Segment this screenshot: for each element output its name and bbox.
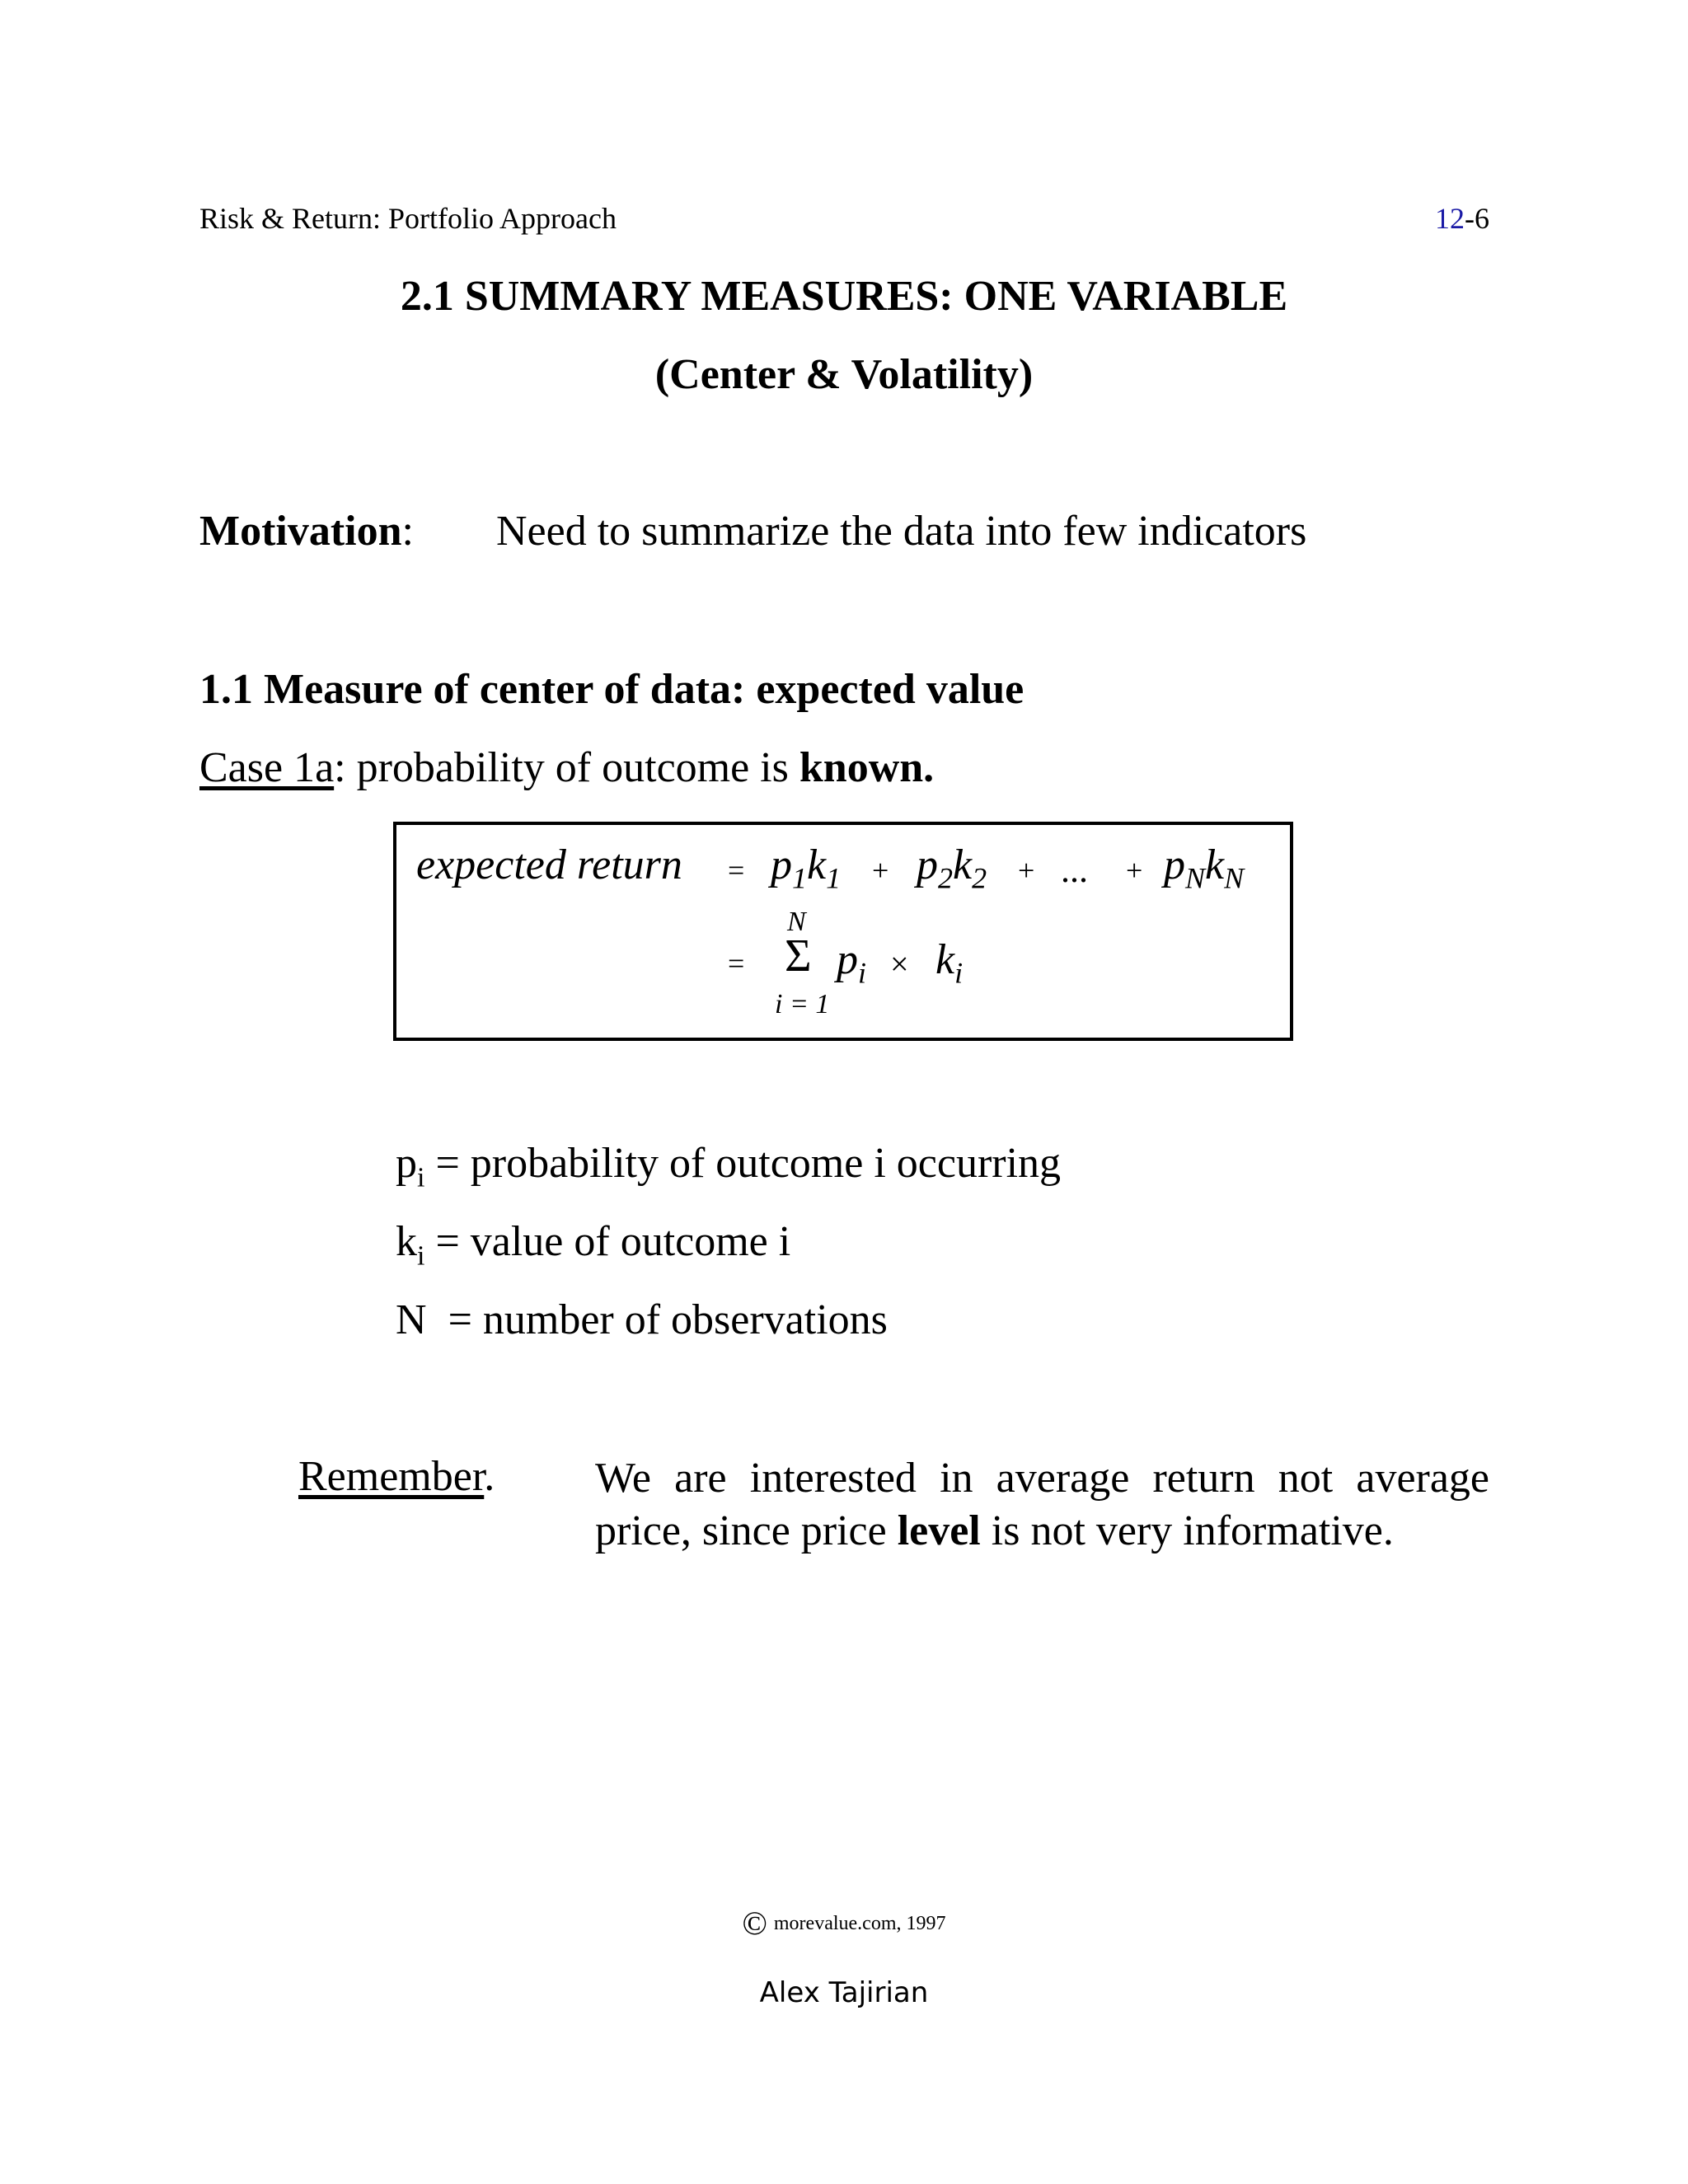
formula-k: k [1205, 841, 1225, 888]
formula-k: k [807, 841, 827, 888]
times-symbol: × [890, 945, 909, 982]
page-number [1435, 201, 1489, 236]
case-line [199, 743, 934, 792]
copyright [0, 1904, 1688, 1943]
definition-symbol: k [396, 1218, 417, 1265]
case-bold: known. [799, 744, 935, 791]
formula-equals: = [728, 854, 745, 887]
remember-bold: level [897, 1507, 981, 1554]
formula-term-1 [771, 841, 841, 895]
formula-plus: + [1126, 854, 1143, 887]
formula-p: p [917, 841, 938, 888]
definition-subscript: i [417, 1240, 425, 1272]
case-text: : probability of outcome is [334, 744, 799, 791]
definition-subscript: i [417, 1162, 425, 1193]
formula-sub: i [954, 956, 964, 990]
formula-sub: 1 [792, 861, 807, 895]
remember-text-end: is not very informative. [980, 1507, 1394, 1554]
sum-upper-limit: N [787, 907, 806, 937]
formula-sub: 1 [826, 861, 842, 895]
page-subtitle: (Center & Volatility) [654, 351, 1034, 398]
author: Alex Tajirian [759, 1976, 929, 2009]
formula-term-n [1164, 841, 1244, 895]
page-title: 2.1 SUMMARY MEASURES: ONE VARIABLE [400, 273, 1288, 320]
formula-sub: N [1185, 861, 1206, 895]
formula-k-i [935, 935, 963, 990]
formula-p: p [837, 936, 858, 983]
running-header: Risk & Return: Portfolio Approach [199, 202, 617, 235]
formula-p: p [771, 841, 792, 888]
remember-label [298, 1452, 495, 1501]
case-label: Case 1a [199, 744, 335, 791]
page-chapter: 12 [1435, 202, 1465, 235]
motivation-colon: : [401, 508, 414, 555]
formula-equals: = [728, 947, 745, 980]
formula-sub: i [858, 956, 867, 990]
motivation-label [199, 507, 414, 555]
page-suffix: -6 [1465, 202, 1489, 235]
definition-count [396, 1296, 888, 1344]
motivation-label-text: Motivation [199, 508, 402, 555]
sigma-symbol: Σ [785, 930, 812, 982]
remember-period: . [484, 1453, 495, 1500]
remember-text [595, 1452, 1489, 1558]
remember-label-text: Remember [298, 1453, 485, 1500]
copyright-text: morevalue.com, 1997 [773, 1913, 946, 1934]
formula-k: k [935, 936, 955, 983]
copyright-icon: © [742, 1905, 767, 1942]
formula-term-2 [917, 841, 987, 895]
formula-sub: 2 [938, 861, 953, 895]
remember-text-start: We are interested in average return not average price, since price [595, 1455, 1489, 1554]
formula-lhs: expected return [416, 841, 682, 888]
formula-p-i [837, 935, 866, 990]
formula-sub: N [1224, 861, 1245, 895]
formula-p: p [1164, 841, 1185, 888]
definition-value [396, 1217, 790, 1272]
sum-lower-limit: i = 1 [775, 989, 830, 1019]
motivation-text: Need to summarize the data into few indicators [496, 508, 1307, 555]
definition-symbol: p [396, 1140, 417, 1187]
definition-text: = probability of outcome i occurring [424, 1140, 1062, 1187]
formula-k: k [953, 841, 973, 888]
formula-ellipsis: ... [1061, 850, 1088, 890]
definition-probability [396, 1139, 1061, 1193]
definition-symbol: N [396, 1296, 427, 1343]
formula-plus: + [872, 854, 889, 887]
section-heading: 1.1 Measure of center of data: expected value [199, 666, 1025, 713]
formula-sub: 2 [972, 861, 987, 895]
definition-text: = number of observations [426, 1296, 888, 1343]
formula-plus: + [1018, 854, 1035, 887]
definition-text: = value of outcome i [424, 1218, 791, 1265]
